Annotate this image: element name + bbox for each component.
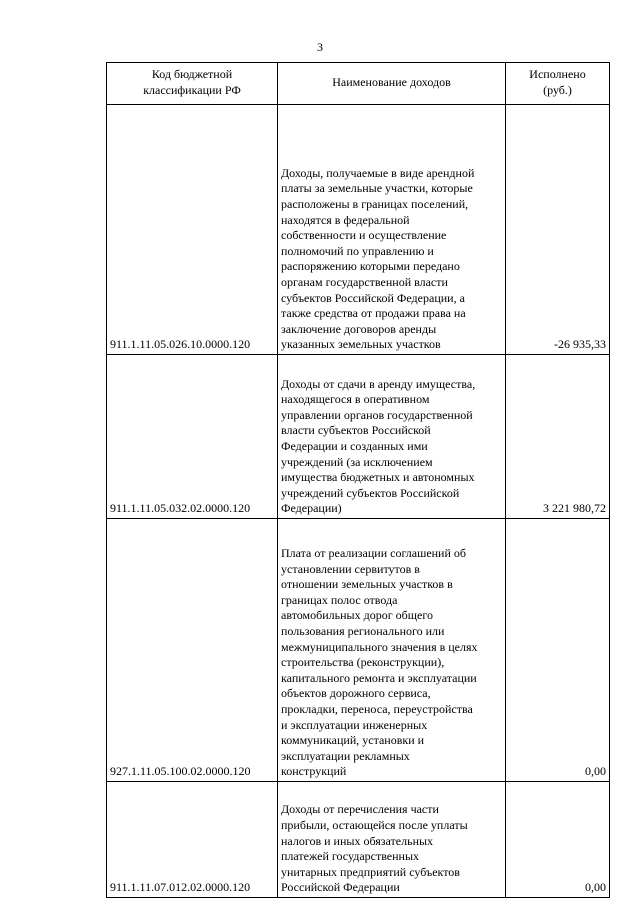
row-executed-amount: 0,00 xyxy=(506,519,610,782)
row-budget-code: 911.1.11.05.026.10.0000.120 xyxy=(107,105,278,355)
row-executed-amount: -26 935,33 xyxy=(506,105,610,355)
row-revenue-name: Доходы от сдачи в аренду имущества, находящегося в оперативном управлении органов государственной власти субъектов Российской Федерации и созданных ими учреждений (за исключением имущества бюджетных и автономных учреждений субъектов Российской Федерации) xyxy=(278,355,506,519)
row-budget-code: 927.1.11.05.100.02.0000.120 xyxy=(107,519,278,782)
revenue-table xyxy=(106,62,610,898)
table-row xyxy=(107,355,610,519)
table-row xyxy=(107,105,610,355)
row-revenue-name: Плата от реализации соглашений об установлении сервитутов в отношении земельных участков в границах полос отвода автомобильных дорог общего пользования регионального или межмуниципального значения в целях строительства (реконструкции), капитального ремонта и эксплуатации объектов дорожного сервиса, прокладки, переноса, переустройства и эксплуатации инженерных коммуникаций, установки и эксплуатации рекламных конструкций xyxy=(278,519,506,782)
table-row xyxy=(107,519,610,782)
row-budget-code: 911.1.11.07.012.02.0000.120 xyxy=(107,782,278,898)
header-executed-amount: Исполнено (руб.) xyxy=(506,63,610,105)
row-revenue-name: Доходы, получаемые в виде арендной платы за земельные участки, которые расположены в границах поселений, находятся в федеральной собственности и осуществление полномочий по управлению и распоряжению которыми передано органам государственной власти субъектов Российской Федерации, а также средства от продажи права на заключение договоров аренды указанных земельных участков xyxy=(278,105,506,355)
row-executed-amount: 0,00 xyxy=(506,782,610,898)
header-budget-code: Код бюджетной классификации РФ xyxy=(107,63,278,105)
page-number: 3 xyxy=(317,40,323,54)
header-revenue-name: Наименование доходов xyxy=(278,63,506,105)
table-header-row xyxy=(107,63,610,105)
row-revenue-name: Доходы от перечисления части прибыли, остающейся после уплаты налогов и иных обязательных платежей государственных унитарных предприятий субъектов Российской Федерации xyxy=(278,782,506,898)
table-row xyxy=(107,782,610,898)
row-budget-code: 911.1.11.05.032.02.0000.120 xyxy=(107,355,278,519)
row-executed-amount: 3 221 980,72 xyxy=(506,355,610,519)
